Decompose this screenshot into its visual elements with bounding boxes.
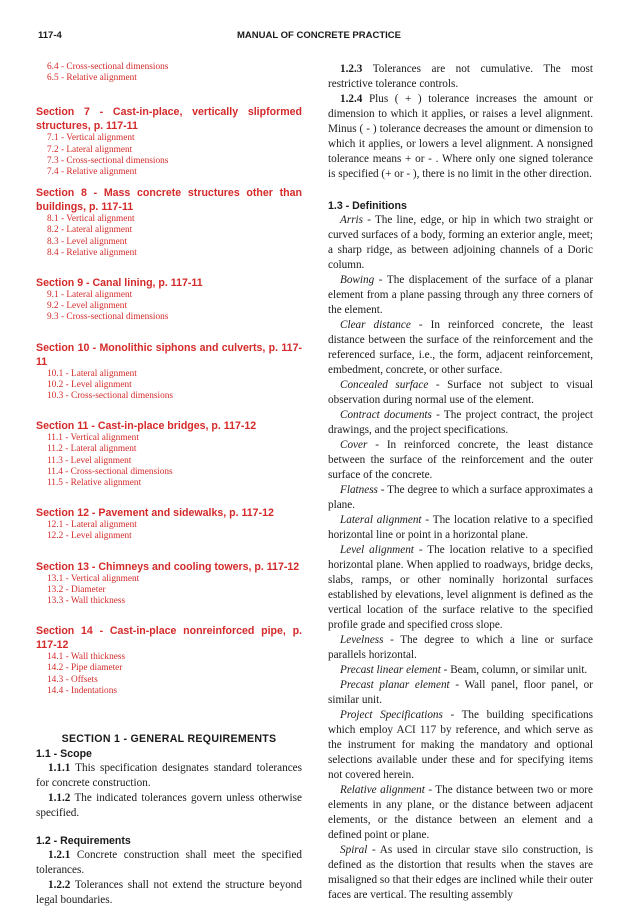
definition-text: - The distance between two or more elements in any plane, or the distance between adjacent elements, or the distance between an element and a defined point or plane. [328, 784, 593, 841]
running-title: MANUAL OF CONCRETE PRACTICE [237, 30, 401, 41]
toc-item[interactable]: 7.3 - Cross-sectional dimensions [47, 155, 169, 166]
toc-item[interactable]: 12.1 - Lateral alignment [47, 520, 137, 531]
scope-heading: 1.1 - Scope [36, 748, 92, 761]
definition-text: - The project contract, the project drawings, and the project specifications. [328, 409, 593, 436]
definition-entry [328, 843, 593, 903]
toc-item[interactable]: 6.5 - Relative alignment [47, 73, 137, 84]
definition-entry [328, 678, 593, 708]
section-1-heading: SECTION 1 - GENERAL REQUIREMENTS [61, 733, 277, 746]
definition-text: - Beam, column, or similar unit. [440, 664, 588, 676]
toc-item[interactable]: 13.2 - Diameter [47, 584, 106, 595]
definition-term: Precast planar element [340, 679, 450, 691]
toc-item[interactable]: 9.2 - Level alignment [47, 301, 128, 312]
definition-text: - Surface not subject to visual observation during normal use of the element. [328, 379, 593, 406]
definition-text: - The degree to which a line or surface parallels horizontal. [328, 634, 593, 661]
toc-item[interactable]: 10.3 - Cross-sectional dimensions [47, 391, 174, 402]
toc-section-heading[interactable]: Section 8 - Mass concrete structures other than buildings, p. 117-11 [36, 187, 302, 214]
definition-text: - The location relative to a specified horizontal line or point in a horizontal plane. [328, 514, 593, 541]
toc-item[interactable]: 6.4 - Cross-sectional dimensions [47, 62, 169, 72]
toc-item[interactable]: 11.2 - Lateral alignment [47, 444, 137, 455]
definition-term: Relative alignment [340, 784, 425, 796]
definition-term: Arris [340, 214, 364, 226]
paragraph-1-1-2: 1.1.2 The indicated tolerances govern unless otherwise specified. [36, 792, 302, 820]
definition-entry [328, 633, 593, 663]
definition-text: - The displacement of the surface of a planar element from a plane passing through any three corners of the element. [328, 274, 593, 316]
definition-entry [328, 273, 593, 318]
toc-item[interactable]: 8.2 - Lateral alignment [47, 225, 133, 236]
toc-item[interactable]: 7.2 - Lateral alignment [47, 144, 133, 155]
definition-term: Flatness [340, 484, 378, 496]
definition-text: - The location relative to a specified horizontal plane. When applied to roadways, bridge decks, slabs, ramps, or other nominally horizontal surfaces established by elevations, level alignment is defined as the vertical location of the surface relative to the specified profile grade and specified cross slope. [328, 544, 593, 631]
definition-entry [328, 213, 593, 273]
toc-section-heading[interactable]: Section 13 - Chimneys and cooling towers, p. 117-12 [36, 560, 300, 573]
clause-number: 1.1.2 [48, 792, 71, 805]
definition-term: Precast linear element [340, 664, 441, 676]
left-column [36, 62, 302, 908]
toc-item[interactable]: 14.3 - Offsets [47, 674, 98, 685]
definition-text: - The line, edge, or hip in which two straight or curved surfaces of a body, forming an exterior angle, meet; a sharp ridge, as between adjoining channels of a Doric column. [328, 214, 593, 271]
requirements-heading: 1.2 - Requirements [36, 835, 131, 848]
toc-item[interactable]: 7.4 - Relative alignment [47, 167, 137, 178]
toc-item[interactable]: 10.2 - Level alignment [47, 379, 132, 390]
clause-number: 1.2.3 [340, 63, 363, 75]
paragraph-1-2-4: 1.2.4 Plus ( + ) tolerance increases the amount or dimension to which it applies, or raises a level alignment. Minus ( - ) tolerance decreases the amount or dimension to which it applies, or lowers a level alignment. A nonsigned tolerance means + or - . Where only one signed tolerance is specified (+ or - ), there is no limit in the other direction. [328, 93, 593, 180]
toc-section-heading[interactable]: Section 14 - Cast-in-place nonreinforced pipe, p. 117-12 [36, 625, 302, 652]
definition-entry [328, 318, 593, 378]
page-number: 117-4 [38, 30, 62, 41]
toc-section-heading[interactable]: Section 10 - Monolithic siphons and culverts, p. 117-11 [36, 341, 302, 368]
toc-item[interactable]: 13.3 - Wall thickness [47, 596, 126, 607]
toc-item[interactable]: 13.1 - Vertical alignment [47, 573, 140, 584]
paragraph-1-2-2: 1.2.2 Tolerances shall not extend the structure beyond legal boundaries. [36, 879, 302, 907]
definitions-list [328, 213, 593, 903]
definition-term: Contract documents [340, 409, 432, 421]
clause-number: 1.2.1 [48, 849, 71, 862]
definition-text: - In reinforced concrete, the least distance between the surface of the reinforcement and the referenced surface, i.e., the form, adjacent reinforcement, embedment, concrete, or other surface. [328, 319, 593, 376]
definition-term: Level alignment [340, 544, 414, 556]
toc-item[interactable]: 14.1 - Wall thickness [47, 652, 126, 663]
definitions-heading: 1.3 - Definitions [328, 200, 407, 212]
definition-term: Spiral [340, 844, 368, 856]
toc-item[interactable]: 14.4 - Indentations [47, 685, 117, 696]
definition-entry [328, 378, 593, 408]
definition-text: - In reinforced concrete, the least distance between the surface of the reinforcement and the outer surface of the concrete. [328, 439, 593, 481]
toc-section-heading[interactable]: Section 11 - Cast-in-place bridges, p. 117-12 [36, 420, 257, 433]
definition-text: - The building specifications which employ ACI 117 by reference, and which serve as the instrument for making the mandatory and optional selections available under these and for specifying items not covered herein. [328, 709, 593, 781]
toc-item[interactable]: 11.4 - Cross-sectional dimensions [47, 466, 173, 477]
clause-number: 1.1.1 [48, 762, 71, 775]
definition-term: Project Specifications [340, 709, 443, 721]
definition-term: Clear distance [340, 319, 411, 331]
toc-item[interactable]: 7.1 - Vertical alignment [47, 133, 135, 144]
toc-section-heading[interactable]: Section 9 - Canal lining, p. 117-11 [36, 277, 203, 290]
toc-item[interactable]: 11.3 - Level alignment [47, 455, 132, 466]
toc-item[interactable]: 8.3 - Level alignment [47, 236, 128, 247]
toc [36, 62, 302, 697]
definition-term: Lateral alignment [340, 514, 422, 526]
definition-entry [328, 438, 593, 483]
definition-term: Cover [340, 439, 368, 451]
toc-item[interactable]: 9.3 - Cross-sectional dimensions [47, 312, 169, 323]
definition-text: - The degree to which a surface approximates a plane. [328, 484, 593, 511]
toc-item[interactable]: 14.2 - Pipe diameter [47, 663, 123, 674]
toc-section-heading[interactable]: Section 7 - Cast-in-place, vertically slipformed structures, p. 117-11 [36, 106, 302, 133]
definition-entry [328, 543, 593, 633]
right-column [328, 62, 593, 903]
definition-term: Levelness [340, 634, 384, 646]
definition-entry [328, 483, 593, 513]
toc-item[interactable]: 8.4 - Relative alignment [47, 247, 137, 258]
toc-item[interactable]: 11.5 - Relative alignment [47, 478, 142, 489]
paragraph-1-2-3: 1.2.3 Tolerances are not cumulative. The most restrictive tolerance controls. [328, 63, 593, 90]
definition-entry [328, 408, 593, 438]
definition-entry [328, 663, 593, 678]
toc-item[interactable]: 12.2 - Level alignment [47, 531, 132, 542]
clause-number: 1.2.4 [340, 93, 363, 105]
definition-entry [328, 513, 593, 543]
definition-term: Concealed surface [340, 379, 429, 391]
toc-item[interactable]: 10.1 - Lateral alignment [47, 368, 137, 379]
definition-text: - As used in circular stave silo construction, is defined as the distortion that results when the staves are misaligned so that their edges are inclined while their outer faces are vertical. The resulting assembly [328, 844, 593, 901]
clause-number: 1.2.2 [48, 879, 71, 892]
paragraph-1-2-1: 1.2.1 Concrete construction shall meet the specified tolerances. [36, 849, 303, 877]
definition-term: Bowing [340, 274, 375, 286]
definition-entry [328, 708, 593, 783]
definition-entry [328, 783, 593, 843]
paragraph-1-1-1: 1.1.1 This specification designates standard tolerances for concrete construction. [36, 762, 302, 790]
toc-item[interactable]: 9.1 - Lateral alignment [47, 290, 133, 301]
toc-section-heading[interactable]: Section 12 - Pavement and sidewalks, p. 117-12 [36, 507, 274, 520]
toc-item[interactable]: 8.1 - Vertical alignment [47, 214, 135, 225]
definition-text: - Wall panel, floor panel, or similar unit. [328, 679, 593, 706]
toc-item[interactable]: 11.1 - Vertical alignment [47, 433, 139, 444]
